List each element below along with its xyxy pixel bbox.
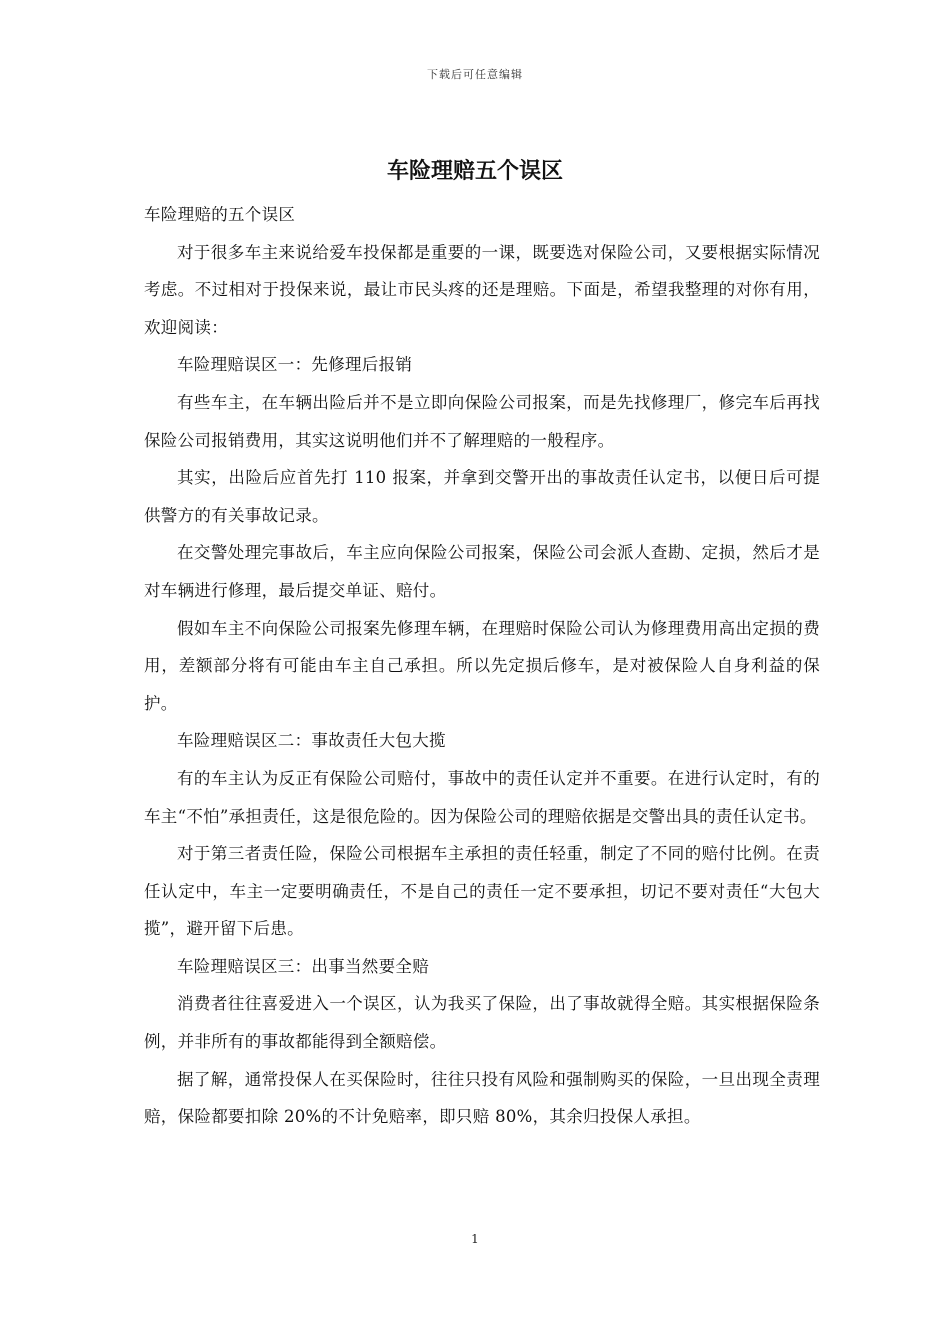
header-note: 下载后可任意编辑 — [427, 68, 523, 81]
section-heading-1: 车险理赔误区一：先修理后报销 — [177, 355, 413, 375]
paragraph: 有些车主，在车辆出险后并不是立即向保险公司报案，而是先找修理厂，修完车后再找保险公司报销费用，其实这说明他们并不了解理赔的一般程序。 — [144, 392, 820, 450]
paragraph: 其实，出险后应首先打 110 报案，并拿到交警开出的事故责任认定书，以便日后可提供警方的有关事故记录。 — [144, 468, 820, 525]
paragraph: 对于第三者责任险，保险公司根据车主承担的责任轻重，制定了不同的赔付比例。在责任认定中，车主一定要明确责任，不是自己的责任一定不要承担，切记不要对责任“大包大揽”，避开留下后患。 — [144, 844, 820, 939]
paragraph: 在交警处理完事故后，车主应向保险公司报案，保险公司会派人查勘、定损，然后才是对车辆进行修理，最后提交单证、赔付。 — [144, 543, 820, 600]
subtitle-paragraph: 车险理赔的五个误区 — [144, 205, 296, 224]
paragraph: 假如车主不向保险公司报案先修理车辆，在理赔时保险公司认为修理费用高出定损的费用，差额部分将有可能由车主自己承担。所以先定损后修车，是对被保险人自身利益的保护。 — [144, 618, 820, 713]
document-body — [144, 196, 820, 1136]
section-heading-3: 车险理赔误区三：出事当然要全赔 — [177, 956, 429, 976]
paragraph-intro: 对于很多车主来说给爱车投保都是重要的一课，既要选对保险公司，又要根据实际情况考虑。不过相对于投保来说，最让市民头疼的还是理赔。下面是，希望我整理的对你有用，欢迎阅读： — [144, 242, 820, 337]
paragraph: 消费者往往喜爱进入一个误区，认为我买了保险，出了事故就得全赔。其实根据保险条例，并非所有的事故都能得到全额赔偿。 — [144, 994, 820, 1052]
paragraph: 有的车主认为反正有保险公司赔付，事故中的责任认定并不重要。在进行认定时，有的车主“不怕”承担责任，这是很危险的。因为保险公司的理赔依据是交警出具的责任认定书。 — [144, 768, 820, 826]
section-heading-2: 车险理赔误区二：事故责任大包大揽 — [177, 731, 446, 751]
page-number: 1 — [471, 1232, 479, 1246]
document-title: 车险理赔五个误区 — [386, 158, 563, 184]
paragraph: 据了解，通常投保人在买保险时，往往只投有风险和强制购买的保险，一旦出现全责理赔，保险都要扣除 20%的不计免赔率，即只赔 80%，其余归投保人承担。 — [144, 1069, 820, 1127]
